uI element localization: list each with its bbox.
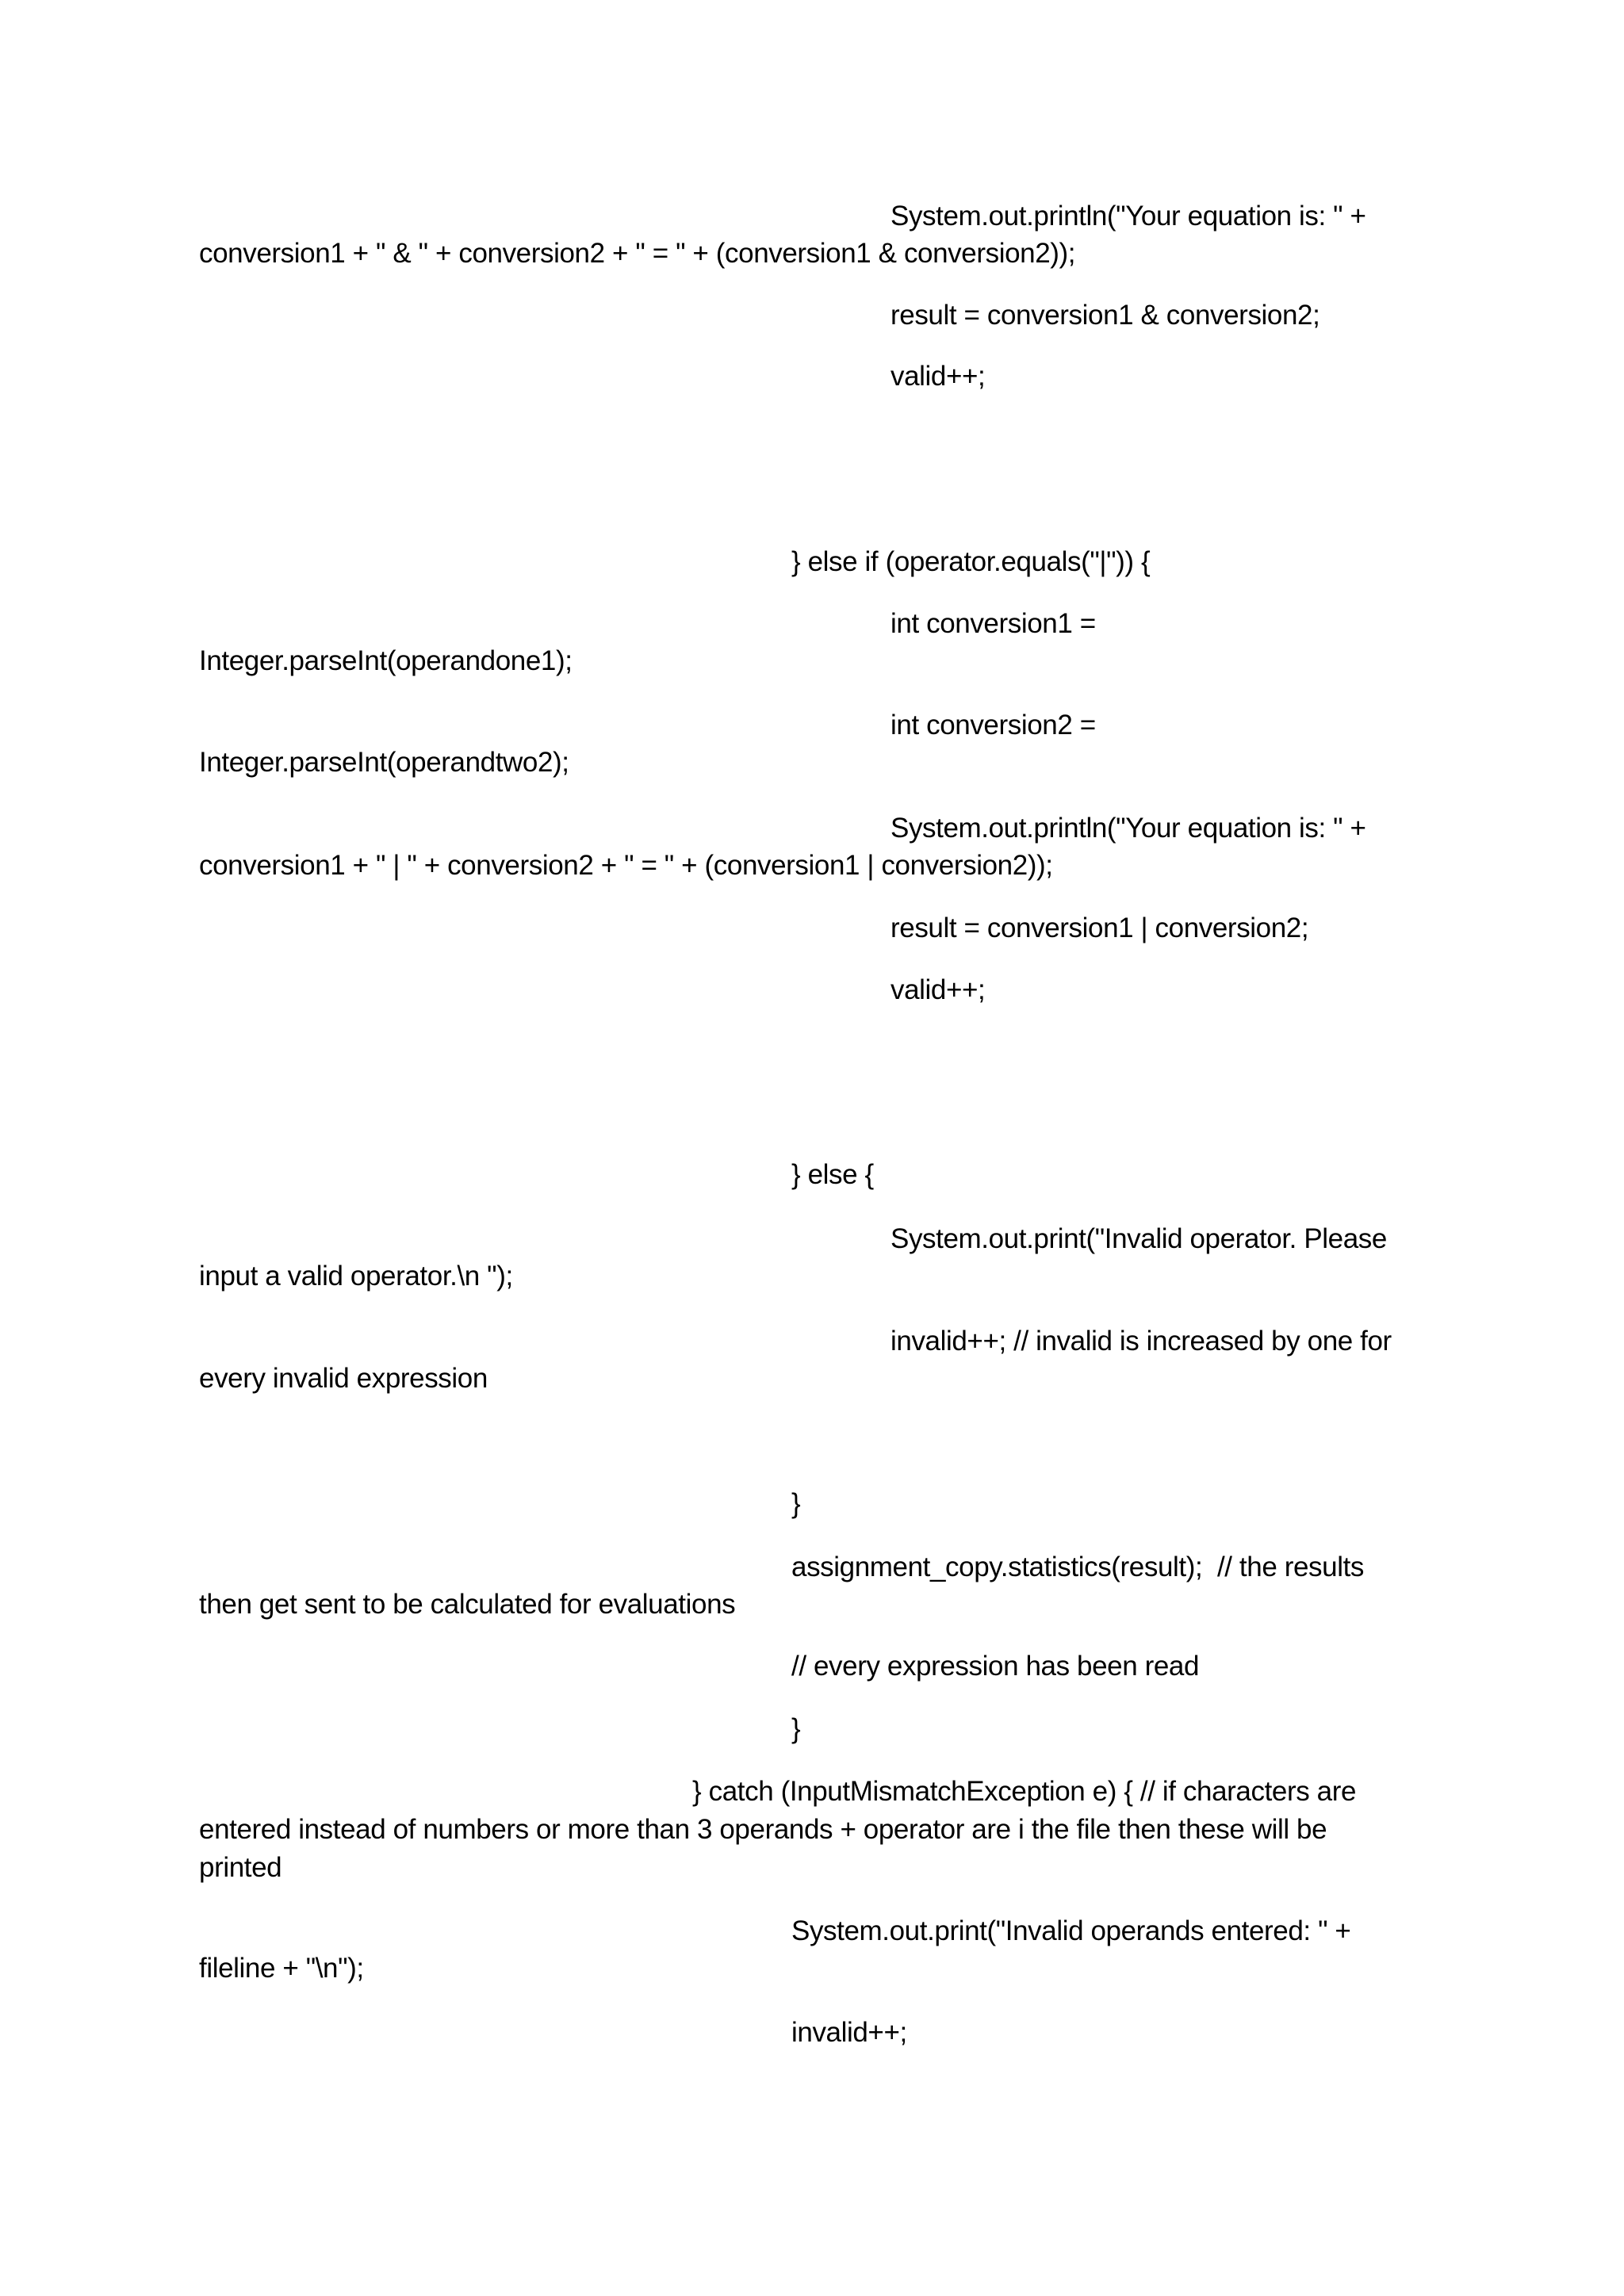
code-line: System.out.print("Invalid operator. Please [891, 1223, 1387, 1254]
code-line: } [791, 1713, 801, 1744]
code-line: } else { [791, 1159, 874, 1190]
code-line: printed [199, 1852, 282, 1883]
code-line: entered instead of numbers or more than 3 operands + operator are i the file then these will be [199, 1814, 1327, 1845]
code-line: System.out.println("Your equation is: " + [891, 201, 1366, 232]
code-line: } catch (InputMismatchException e) { // if characters are [692, 1776, 1357, 1807]
code-line: invalid++; [791, 2017, 907, 2048]
code-line: fileline + "\n"); [199, 1953, 364, 1984]
code-line: System.out.println("Your equation is: " + [891, 813, 1366, 844]
code-line: // every expression has been read [791, 1651, 1200, 1682]
code-line: valid++; [891, 974, 986, 1005]
code-line: System.out.print("Invalid operands entered: " + [791, 1915, 1351, 1946]
code-line: Integer.parseInt(operandtwo2); [199, 747, 569, 778]
code-line: then get sent to be calculated for evaluations [199, 1589, 736, 1620]
code-line: every invalid expression [199, 1363, 488, 1394]
code-line: conversion1 + " & " + conversion2 + " = " + (conversion1 & conversion2)); [199, 238, 1076, 269]
code-line: } else if (operator.equals("|")) { [791, 546, 1151, 577]
code-line: assignment_copy.statistics(result); // the results [791, 1552, 1365, 1582]
code-line: Integer.parseInt(operandone1); [199, 645, 573, 676]
code-line: int conversion1 = [891, 608, 1096, 639]
code-line: conversion1 + " | " + conversion2 + " = " + (conversion1 | conversion2)); [199, 850, 1053, 881]
code-line: input a valid operator.\n "); [199, 1261, 513, 1292]
code-line: } [791, 1488, 801, 1519]
code-line: result = conversion1 | conversion2; [891, 913, 1309, 943]
code-line: invalid++; // invalid is increased by one for [891, 1326, 1392, 1357]
code-line: result = conversion1 & conversion2; [891, 300, 1320, 331]
code-line: valid++; [891, 361, 986, 392]
code-line: int conversion2 = [891, 710, 1096, 740]
